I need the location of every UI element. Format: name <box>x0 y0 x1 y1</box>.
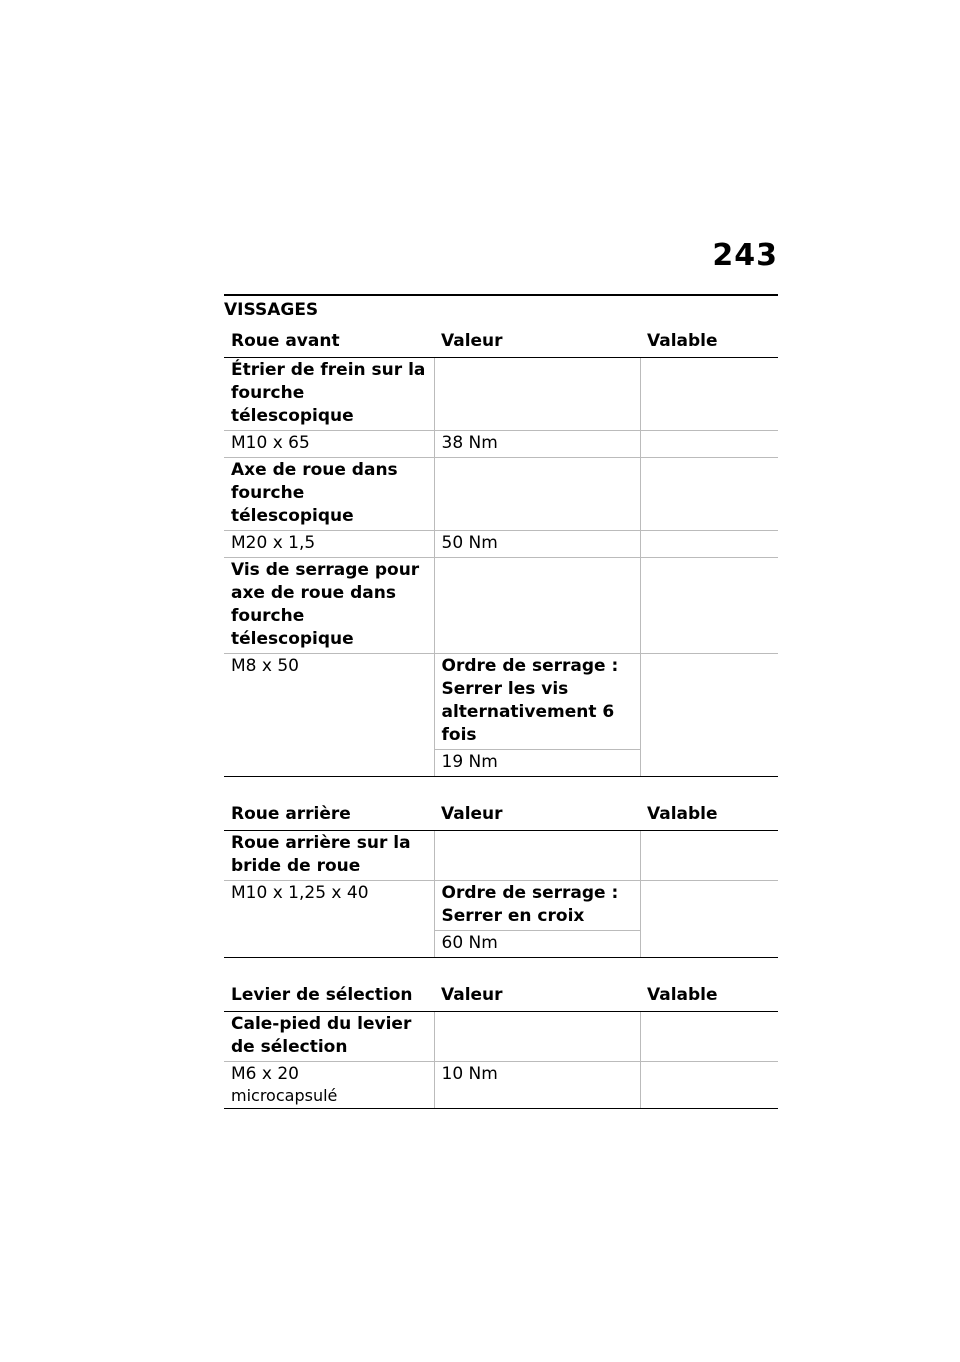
note-cell: Ordre de serrage : Serrer en croix <box>434 881 640 931</box>
header-part: Roue avant <box>224 322 434 358</box>
table-row <box>224 881 778 931</box>
header-valid: Valable <box>640 322 778 358</box>
header-valid: Valable <box>640 795 778 831</box>
value-cell: 19 Nm <box>434 750 640 777</box>
value-cell: 38 Nm <box>434 431 640 458</box>
header-value: Valeur <box>434 976 640 1012</box>
table-header <box>224 322 778 358</box>
header-part: Levier de sélection <box>224 976 434 1012</box>
header-valid: Valable <box>640 976 778 1012</box>
header-part: Roue arrière <box>224 795 434 831</box>
table-rear-wheel <box>224 795 778 958</box>
part-cell: Cale-pied du levier de sélection <box>224 1012 434 1062</box>
top-rule <box>224 294 778 296</box>
table-row <box>224 458 778 531</box>
table-header <box>224 795 778 831</box>
table-row <box>224 831 778 881</box>
value-cell: 60 Nm <box>434 931 640 958</box>
header-value: Valeur <box>434 322 640 358</box>
table-header <box>224 976 778 1012</box>
spec-cell <box>224 1062 434 1109</box>
table-row <box>224 654 778 750</box>
table-shift-lever <box>224 976 778 1109</box>
value-cell: 50 Nm <box>434 531 640 558</box>
part-cell: Axe de roue dans fourche télescopique <box>224 458 434 531</box>
header-value: Valeur <box>434 795 640 831</box>
note-cell: Ordre de serrage : Serrer les vis alternativement 6 fois <box>434 654 640 750</box>
part-cell: Étrier de frein sur la fourche télescopique <box>224 358 434 431</box>
part-cell: Roue arrière sur la bride de roue <box>224 831 434 881</box>
table-row <box>224 358 778 431</box>
table-row <box>224 531 778 558</box>
spec-cell: M8 x 50 <box>224 654 434 777</box>
content <box>224 294 778 1109</box>
spec-cell: M10 x 65 <box>224 431 434 458</box>
table-front-wheel <box>224 322 778 777</box>
section-title: VISSAGES <box>224 300 319 320</box>
part-cell: Vis de serrage pour axe de roue dans fourche télescopique <box>224 558 434 654</box>
table-row <box>224 558 778 654</box>
page-number: 243 <box>712 238 778 273</box>
spec-cell: M20 x 1,5 <box>224 531 434 558</box>
table-row <box>224 431 778 458</box>
value-cell: 10 Nm <box>434 1062 640 1109</box>
spec-cell: M10 x 1,25 x 40 <box>224 881 434 958</box>
table-row <box>224 1012 778 1062</box>
table-row <box>224 1062 778 1109</box>
spec-note: microcapsulé <box>231 1086 338 1105</box>
spec-text: M6 x 20 <box>231 1064 299 1084</box>
